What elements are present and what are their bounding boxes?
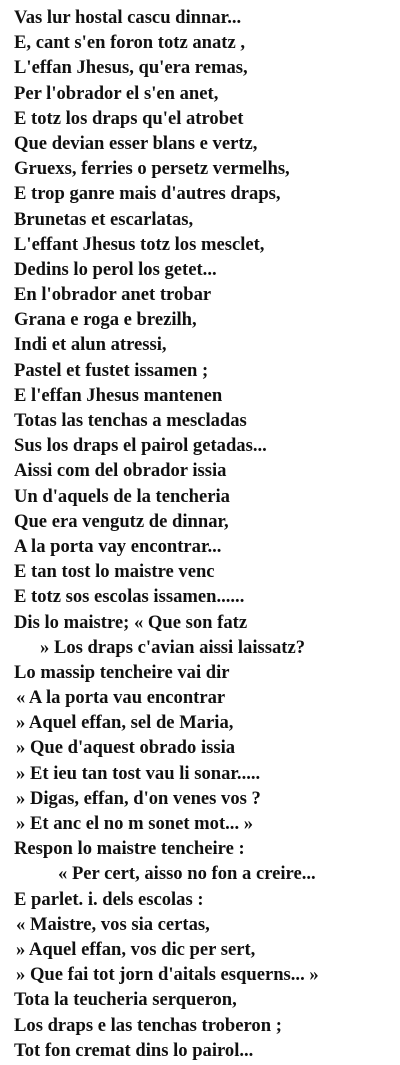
- poem-line: Los draps e las tenchas troberon ;: [14, 1014, 282, 1036]
- poem-line: « A la porta vau encontrar: [16, 687, 226, 709]
- poem-line: Pastel et fustet issamen ;: [14, 359, 209, 381]
- poem-line: » Digas, effan, d'on venes vos ?: [16, 787, 261, 809]
- poem-line: » Et ieu tan tost vau li sonar.....: [16, 762, 261, 784]
- poem-text: [14, 5, 394, 1063]
- poem-line: » Que fai tot jorn d'aitals esquerns... »: [16, 964, 319, 986]
- poem-line: L'effan Jhesus, qu'era remas,: [14, 57, 248, 79]
- poem-line: Un d'aquels de la tencheria: [14, 485, 230, 507]
- poem-line: » Aquel effan, sel de Maria,: [16, 712, 234, 734]
- poem-line: En l'obrador anet trobar: [14, 284, 212, 306]
- poem-line: Que devian esser blans e vertz,: [14, 132, 258, 154]
- poem-line: » Los draps c'avian aissi laissatz?: [40, 636, 305, 658]
- poem-line: Sus los draps el pairol getadas...: [14, 435, 267, 457]
- poem-line: Indi et alun atressi,: [14, 334, 167, 356]
- poem-line: Per l'obrador el s'en anet,: [14, 82, 219, 104]
- poem-line: E l'effan Jhesus mantenen: [14, 384, 223, 406]
- poem-line: Lo massip tencheire vai dir: [14, 661, 230, 683]
- poem-line: » Aquel effan, vos dic per sert,: [16, 938, 256, 960]
- poem-line: Totas las tenchas a mescladas: [14, 410, 247, 431]
- poem-line: E totz los draps qu'el atrobet: [14, 107, 244, 129]
- poem-line: Aissi com del obrador issia: [14, 460, 227, 482]
- poem-line: E, cant s'en foron totz anatz ,: [14, 32, 246, 54]
- poem-line: Tot fon cremat dins lo pairol...: [14, 1039, 254, 1061]
- poem-line: Dis lo maistre; « Que son fatz: [14, 611, 248, 633]
- poem-line: A la porta vay encontrar...: [14, 535, 222, 557]
- poem-line: Brunetas et escarlatas,: [14, 208, 194, 230]
- poem-line: » Que d'aquest obrado issia: [16, 737, 236, 759]
- poem-line: Gruexs, ferries o persetz vermelhs,: [14, 158, 290, 180]
- poem-line: L'effant Jhesus totz los mesclet,: [14, 233, 265, 255]
- poem-line: Respon lo maistre tencheire :: [14, 838, 245, 860]
- poem-line: Que era vengutz de dinnar,: [14, 510, 229, 532]
- poem-line: » Et anc el no m sonet mot... »: [16, 813, 254, 834]
- poem-line: Dedins lo perol los getet...: [14, 258, 217, 280]
- poem-line: E tan tost lo maistre venc: [14, 561, 215, 583]
- poem-line: Tota la teucheria serqueron,: [14, 989, 237, 1011]
- poem-line: Grana e roga e brezilh,: [14, 309, 197, 331]
- poem-line: E parlet. i. dels escolas :: [14, 888, 204, 910]
- poem-line: Vas lur hostal cascu dinnar...: [14, 7, 242, 28]
- poem-line: E totz sos escolas issamen......: [14, 586, 245, 608]
- poem-line: E trop ganre mais d'autres draps,: [14, 183, 281, 205]
- poem-line: « Per cert, aisso no fon a creire...: [58, 863, 316, 885]
- poem-line: « Maistre, vos sia certas,: [16, 913, 210, 935]
